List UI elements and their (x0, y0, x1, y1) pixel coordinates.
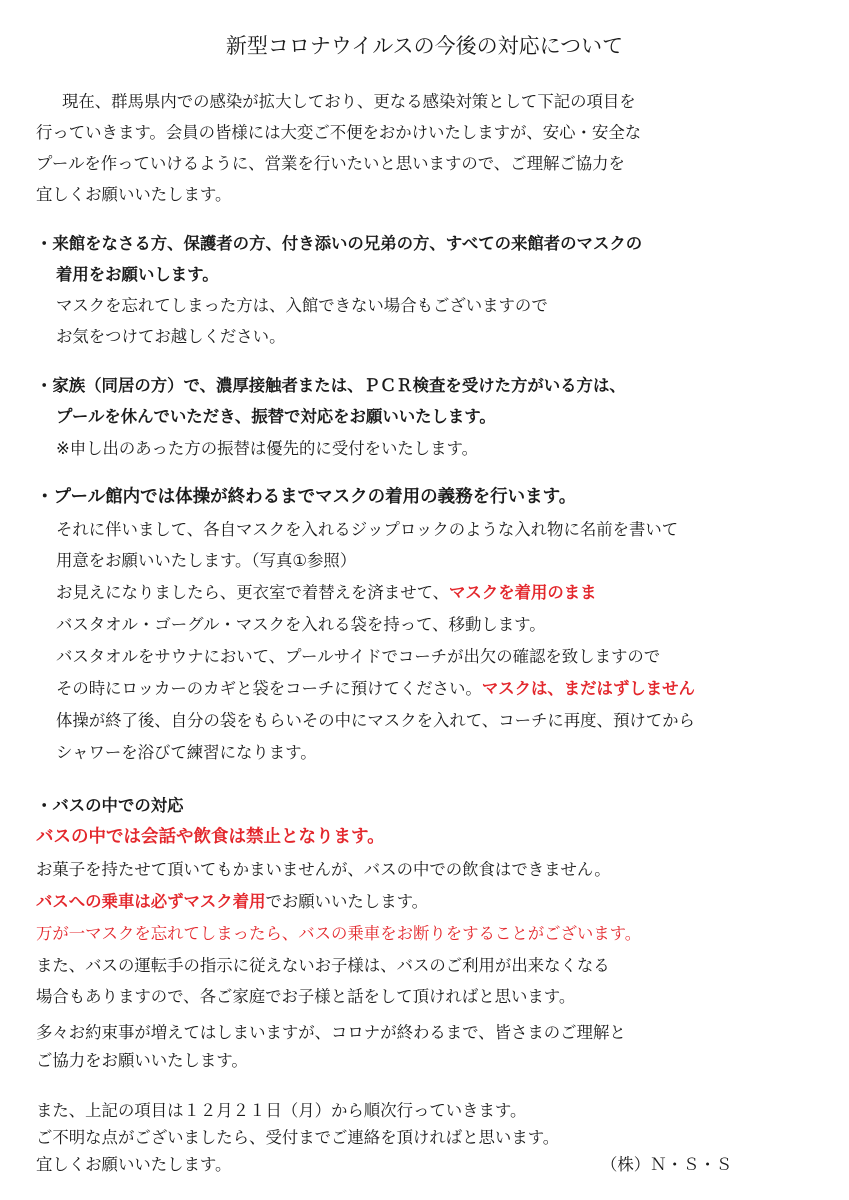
pool-line: シャワーを浴びて練習になります。 (56, 743, 317, 762)
bus-line (36, 891, 428, 913)
intro-line: プールを作っていけるように、営業を行いたいと思いますので、ご理解ご協力を (36, 154, 625, 173)
mask-heading: 着用をお願いします。 (56, 265, 219, 284)
mask-not-removed-warning: マスクは、まだはずしません (481, 679, 695, 698)
mask-body: お気をつけてお越しください。 (56, 327, 286, 346)
closing-line: ご協力をお願いいたします。 (36, 1051, 248, 1070)
mask-body: マスクを忘れてしまった方は、入館できない場合もございますので (56, 296, 548, 315)
pool-line-text: お見えになりましたら、更衣室で着替えを済ませて、 (56, 583, 450, 602)
pool-line: それに伴いまして、各自マスクを入れるジップロックのような入れ物に名前を書いて (56, 520, 679, 539)
pool-line: 用意をお願いいたします。（写真①参照） (56, 551, 357, 570)
page-title: 新型コロナウイルスの今後の対応について (225, 34, 624, 58)
company-name: （株）Ｎ・Ｓ・Ｓ (601, 1155, 733, 1174)
pool-line (56, 678, 695, 700)
intro-line: 宜しくお願いいたします。 (36, 185, 232, 204)
bus-line: また、バスの運転手の指示に従えないお子様は、バスのご利用が出来なくなる (36, 956, 610, 975)
mask-heading: ・来館をなさる方、保護者の方、付き添いの兄弟の方、すべての来館者のマスクの (36, 234, 643, 253)
pool-line: 体操が終了後、自分の袋をもらいその中にマスクを入れて、コーチに再度、預けてから (56, 711, 695, 730)
bus-mask-required: バスへの乗車は必ずマスク着用 (36, 892, 266, 911)
pool-heading: ・プール館内では体操が終わるまでマスクの着用の義務を行います。 (36, 487, 577, 507)
bus-heading: ・バスの中での対応 (36, 796, 184, 815)
bus-warning: バスの中では会話や飲食は禁止となります。 (36, 827, 385, 847)
closing-line: 多々お約束事が増えてはしまいますが、コロナが終わるまで、皆さまのご理解と (36, 1023, 626, 1042)
bus-refusal-warning: 万が一マスクを忘れてしまったら、バスの乗車をお断りをすることがございます。 (36, 924, 642, 943)
pool-line (56, 582, 597, 604)
bus-line: お菓子を持たせて頂いてもかまいませんが、バスの中での飲食はできません。 (36, 860, 611, 879)
family-heading: プールを休んでいただき、振替で対応をお願いいたします。 (56, 407, 496, 426)
footer-line: また、上記の項目は１２月２１日（月）から順次行っていきます。 (36, 1101, 527, 1120)
footer-line: ご不明な点がございましたら、受付までご連絡を頂ければと思います。 (36, 1128, 560, 1147)
footer-line: 宜しくお願いいたします。 (36, 1155, 232, 1174)
pool-line: バスタオル・ゴーグル・マスクを入れる袋を持って、移動します。 (56, 615, 546, 634)
intro-line: 行っていきます。会員の皆様には大変ご不便をおかけいたしますが、安心・安全な (36, 123, 642, 142)
pool-line: バスタオルをサウナにおいて、プールサイドでコーチが出欠の確認を致しますので (56, 647, 661, 666)
intro-line: 現在、群馬県内での感染が拡大しており、更なる感染対策として下記の項目を (62, 92, 636, 111)
pool-line-text: その時にロッカーのカギと袋をコーチに預けてください。 (56, 679, 482, 698)
family-note: ※申し出のあった方の振替は優先的に受付をいたします。 (56, 439, 479, 458)
bus-line: 場合もありますので、各ご家庭でお子様と話をして頂ければと思います。 (36, 987, 576, 1006)
bus-line-text: でお願いいたします。 (265, 892, 429, 911)
mask-keep-on-warning: マスクを着用のまま (449, 583, 597, 602)
family-heading: ・家族（同居の方）で、濃厚接触者または、ＰＣＲ検査を受けた方がいる方は、 (36, 376, 626, 395)
